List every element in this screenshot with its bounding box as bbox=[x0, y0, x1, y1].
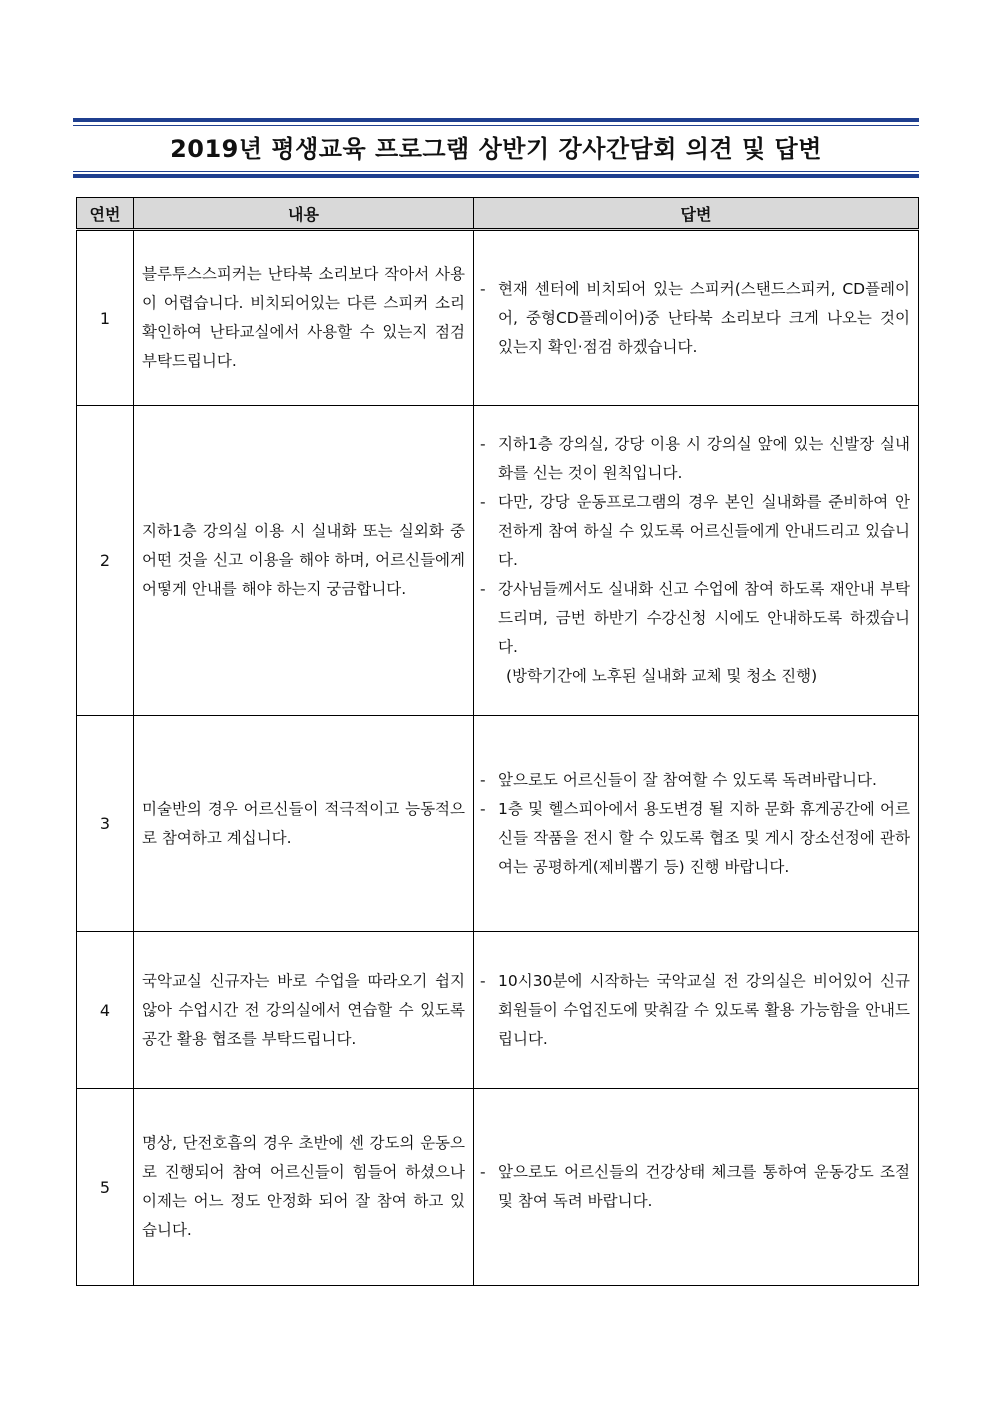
dash-bullet: - bbox=[480, 580, 486, 598]
dash-bullet: - bbox=[480, 770, 486, 789]
answer-item bbox=[480, 1158, 910, 1216]
answer-text: 앞으로도 어르신들이 잘 참여할 수 있도록 독려바랍니다. bbox=[498, 770, 877, 789]
table-row bbox=[77, 716, 919, 932]
title-rule-bottom bbox=[73, 174, 919, 178]
answer-text: 지하1층 강의실, 강당 이용 시 강의실 앞에 있는 신발장 실내화를 신는 것이 원칙입니다. bbox=[498, 435, 910, 482]
dash-bullet: - bbox=[480, 279, 486, 298]
page-title: 2019년 평생교육 프로그램 상반기 강사간담회 의견 및 답변 bbox=[170, 135, 822, 163]
answer-text: 앞으로도 어르신들의 건강상태 체크를 통하여 운동강도 조절 및 참여 독려 바랍니다. bbox=[498, 1163, 910, 1210]
table-row bbox=[77, 1089, 919, 1286]
title-rule-bottom-thin bbox=[73, 171, 919, 172]
dash-bullet: - bbox=[480, 1163, 486, 1181]
title-block bbox=[73, 118, 919, 180]
table-row bbox=[77, 230, 919, 406]
title-rule-top-thin bbox=[73, 125, 919, 126]
row-number: 2 bbox=[77, 406, 134, 716]
answer-item bbox=[480, 430, 910, 488]
row-answer bbox=[474, 716, 919, 932]
answer-text: 현재 센터에 비치되어 있는 스피커(스탠드스피커, CD플레이어, 중형CD플레이어)중 난타북 소리보다 크게 나오는 것이 있는지 확인·점검 하겠습니다. bbox=[498, 279, 910, 356]
answer-item bbox=[480, 795, 910, 882]
row-answer bbox=[474, 1089, 919, 1286]
answer-text: 1층 및 헬스피아에서 용도변경 될 지하 문화 휴게공간에 어르신들 작품을 전시 할 수 있도록 협조 및 게시 장소선정에 관하여는 공평하게(제비뽑기 등) 진행 바랍니다. bbox=[498, 799, 910, 876]
dash-bullet: - bbox=[480, 435, 486, 453]
table-row bbox=[77, 406, 919, 716]
answer-item bbox=[480, 275, 910, 362]
answer-item bbox=[480, 967, 910, 1054]
row-content: 블루투스스피커는 난타북 소리보다 작아서 사용이 어렵습니다. 비치되어있는 다른 스피커 소리 확인하여 난타교실에서 사용할 수 있는지 점검 부탁드립니다. bbox=[134, 230, 474, 406]
row-content: 국악교실 신규자는 바로 수업을 따라오기 쉽지 않아 수업시간 전 강의실에서 연습할 수 있도록 공간 활용 협조를 부탁드립니다. bbox=[134, 932, 474, 1089]
row-number: 1 bbox=[77, 230, 134, 406]
answer-note: (방학기간에 노후된 실내화 교체 및 청소 진행) bbox=[506, 667, 818, 685]
answer-item bbox=[480, 575, 910, 662]
header-content: 내용 bbox=[134, 198, 474, 230]
row-content: 지하1층 강의실 이용 시 실내화 또는 실외화 중 어떤 것을 신고 이용을 해야 하며, 어르신들에게 어떻게 안내를 해야 하는지 궁금합니다. bbox=[134, 406, 474, 716]
answer-text: 강사님들께서도 실내화 신고 수업에 참여 하도록 재안내 부탁드리며, 금번 하반기 수강신청 시에도 안내하도록 하겠습니다. bbox=[498, 580, 910, 656]
row-answer bbox=[474, 932, 919, 1089]
answer-text: 다만, 강당 운동프로그램의 경우 본인 실내화를 준비하여 안전하게 참여 하실 수 있도록 어르신들에게 안내드리고 있습니다. bbox=[498, 493, 910, 569]
dash-bullet: - bbox=[480, 493, 486, 511]
answer-item bbox=[480, 766, 910, 795]
table-row bbox=[77, 932, 919, 1089]
row-number: 3 bbox=[77, 716, 134, 932]
row-answer bbox=[474, 230, 919, 406]
dash-bullet: - bbox=[480, 971, 486, 990]
answer-text: 10시30분에 시작하는 국악교실 전 강의실은 비어있어 신규 회원들이 수업진도에 맞춰갈 수 있도록 활용 가능함을 안내드립니다. bbox=[498, 971, 910, 1048]
table-header-row bbox=[77, 198, 919, 230]
row-answer bbox=[474, 406, 919, 716]
row-content: 명상, 단전호흡의 경우 초반에 센 강도의 운동으로 진행되어 참여 어르신들이 힘들어 하셨으나 이제는 어느 정도 안정화 되어 잘 참여 하고 있습니다. bbox=[134, 1089, 474, 1286]
opinions-table bbox=[76, 197, 919, 1286]
row-number: 5 bbox=[77, 1089, 134, 1286]
row-content: 미술반의 경우 어르신들이 적극적이고 능동적으로 참여하고 계십니다. bbox=[134, 716, 474, 932]
header-answer: 답변 bbox=[474, 198, 919, 230]
answer-item bbox=[480, 488, 910, 575]
title-rule-top bbox=[73, 118, 919, 122]
header-no: 연번 bbox=[77, 198, 134, 230]
dash-bullet: - bbox=[480, 799, 486, 818]
row-number: 4 bbox=[77, 932, 134, 1089]
